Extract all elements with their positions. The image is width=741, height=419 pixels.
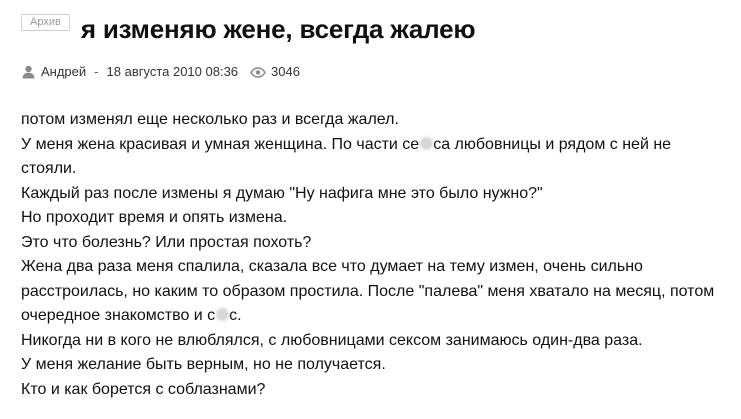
body-line: [21, 304, 721, 329]
article-body: [21, 108, 721, 402]
body-line: [21, 378, 721, 403]
censored-mark: [420, 137, 433, 150]
censored-mark: [216, 308, 229, 321]
body-line-text: очередное знакомство и с: [21, 307, 216, 324]
article-header: [21, 13, 475, 45]
body-line: [21, 280, 721, 305]
article-title: я изменяю жене, всегда жалею: [80, 14, 476, 44]
body-line-text: са любовницы и рядом с ней не: [433, 135, 672, 153]
body-line-text: У меня желание быть верным, но не получается.: [21, 356, 386, 373]
eye-icon: [250, 66, 266, 77]
body-line: [21, 353, 721, 378]
body-line: [21, 206, 721, 231]
body-line-text: Никогда ни в кого не влюблялся, с любовницами сексом занимаюсь один-два раза.: [21, 331, 643, 349]
meta-separator: -: [94, 64, 99, 79]
archive-badge[interactable]: Архив: [21, 14, 70, 31]
body-line: [21, 157, 721, 182]
post-datetime: 18 августа 2010 08:36: [106, 64, 239, 79]
body-line-text: У меня жена красивая и умная женщина. По части се: [21, 135, 420, 153]
body-line-text: Кто и как борется с соблазнами?: [21, 380, 266, 398]
author-name[interactable]: Андрей: [41, 64, 87, 79]
body-line-text: Но проходит время и опять измена.: [21, 209, 288, 226]
body-line-text: Каждый раз после измены я думаю "Ну нафига мне это было нужно?": [21, 184, 543, 202]
body-line: [21, 329, 721, 354]
body-line: [21, 182, 721, 207]
body-line-text: потом изменял еще несколько раз и всегда жалел.: [21, 111, 399, 128]
article-meta: [22, 64, 300, 79]
body-line: [21, 108, 721, 133]
body-line-text: расстроилась, но каким то образом простила. После "палева" меня хватало на месяц, потом: [21, 282, 715, 300]
body-line: [21, 231, 721, 256]
view-count: 3046: [271, 64, 300, 79]
user-icon: [22, 65, 35, 79]
body-line: [21, 255, 721, 280]
body-line: [21, 133, 721, 158]
body-line-text: стояли.: [21, 160, 77, 177]
body-line-text: Жена два раза меня спалила, сказала все что думает на тему измен, очень сильно: [21, 258, 643, 275]
body-line-text: Это что болезнь? Или простая похоть?: [21, 233, 312, 251]
body-line-text: с.: [229, 307, 242, 324]
